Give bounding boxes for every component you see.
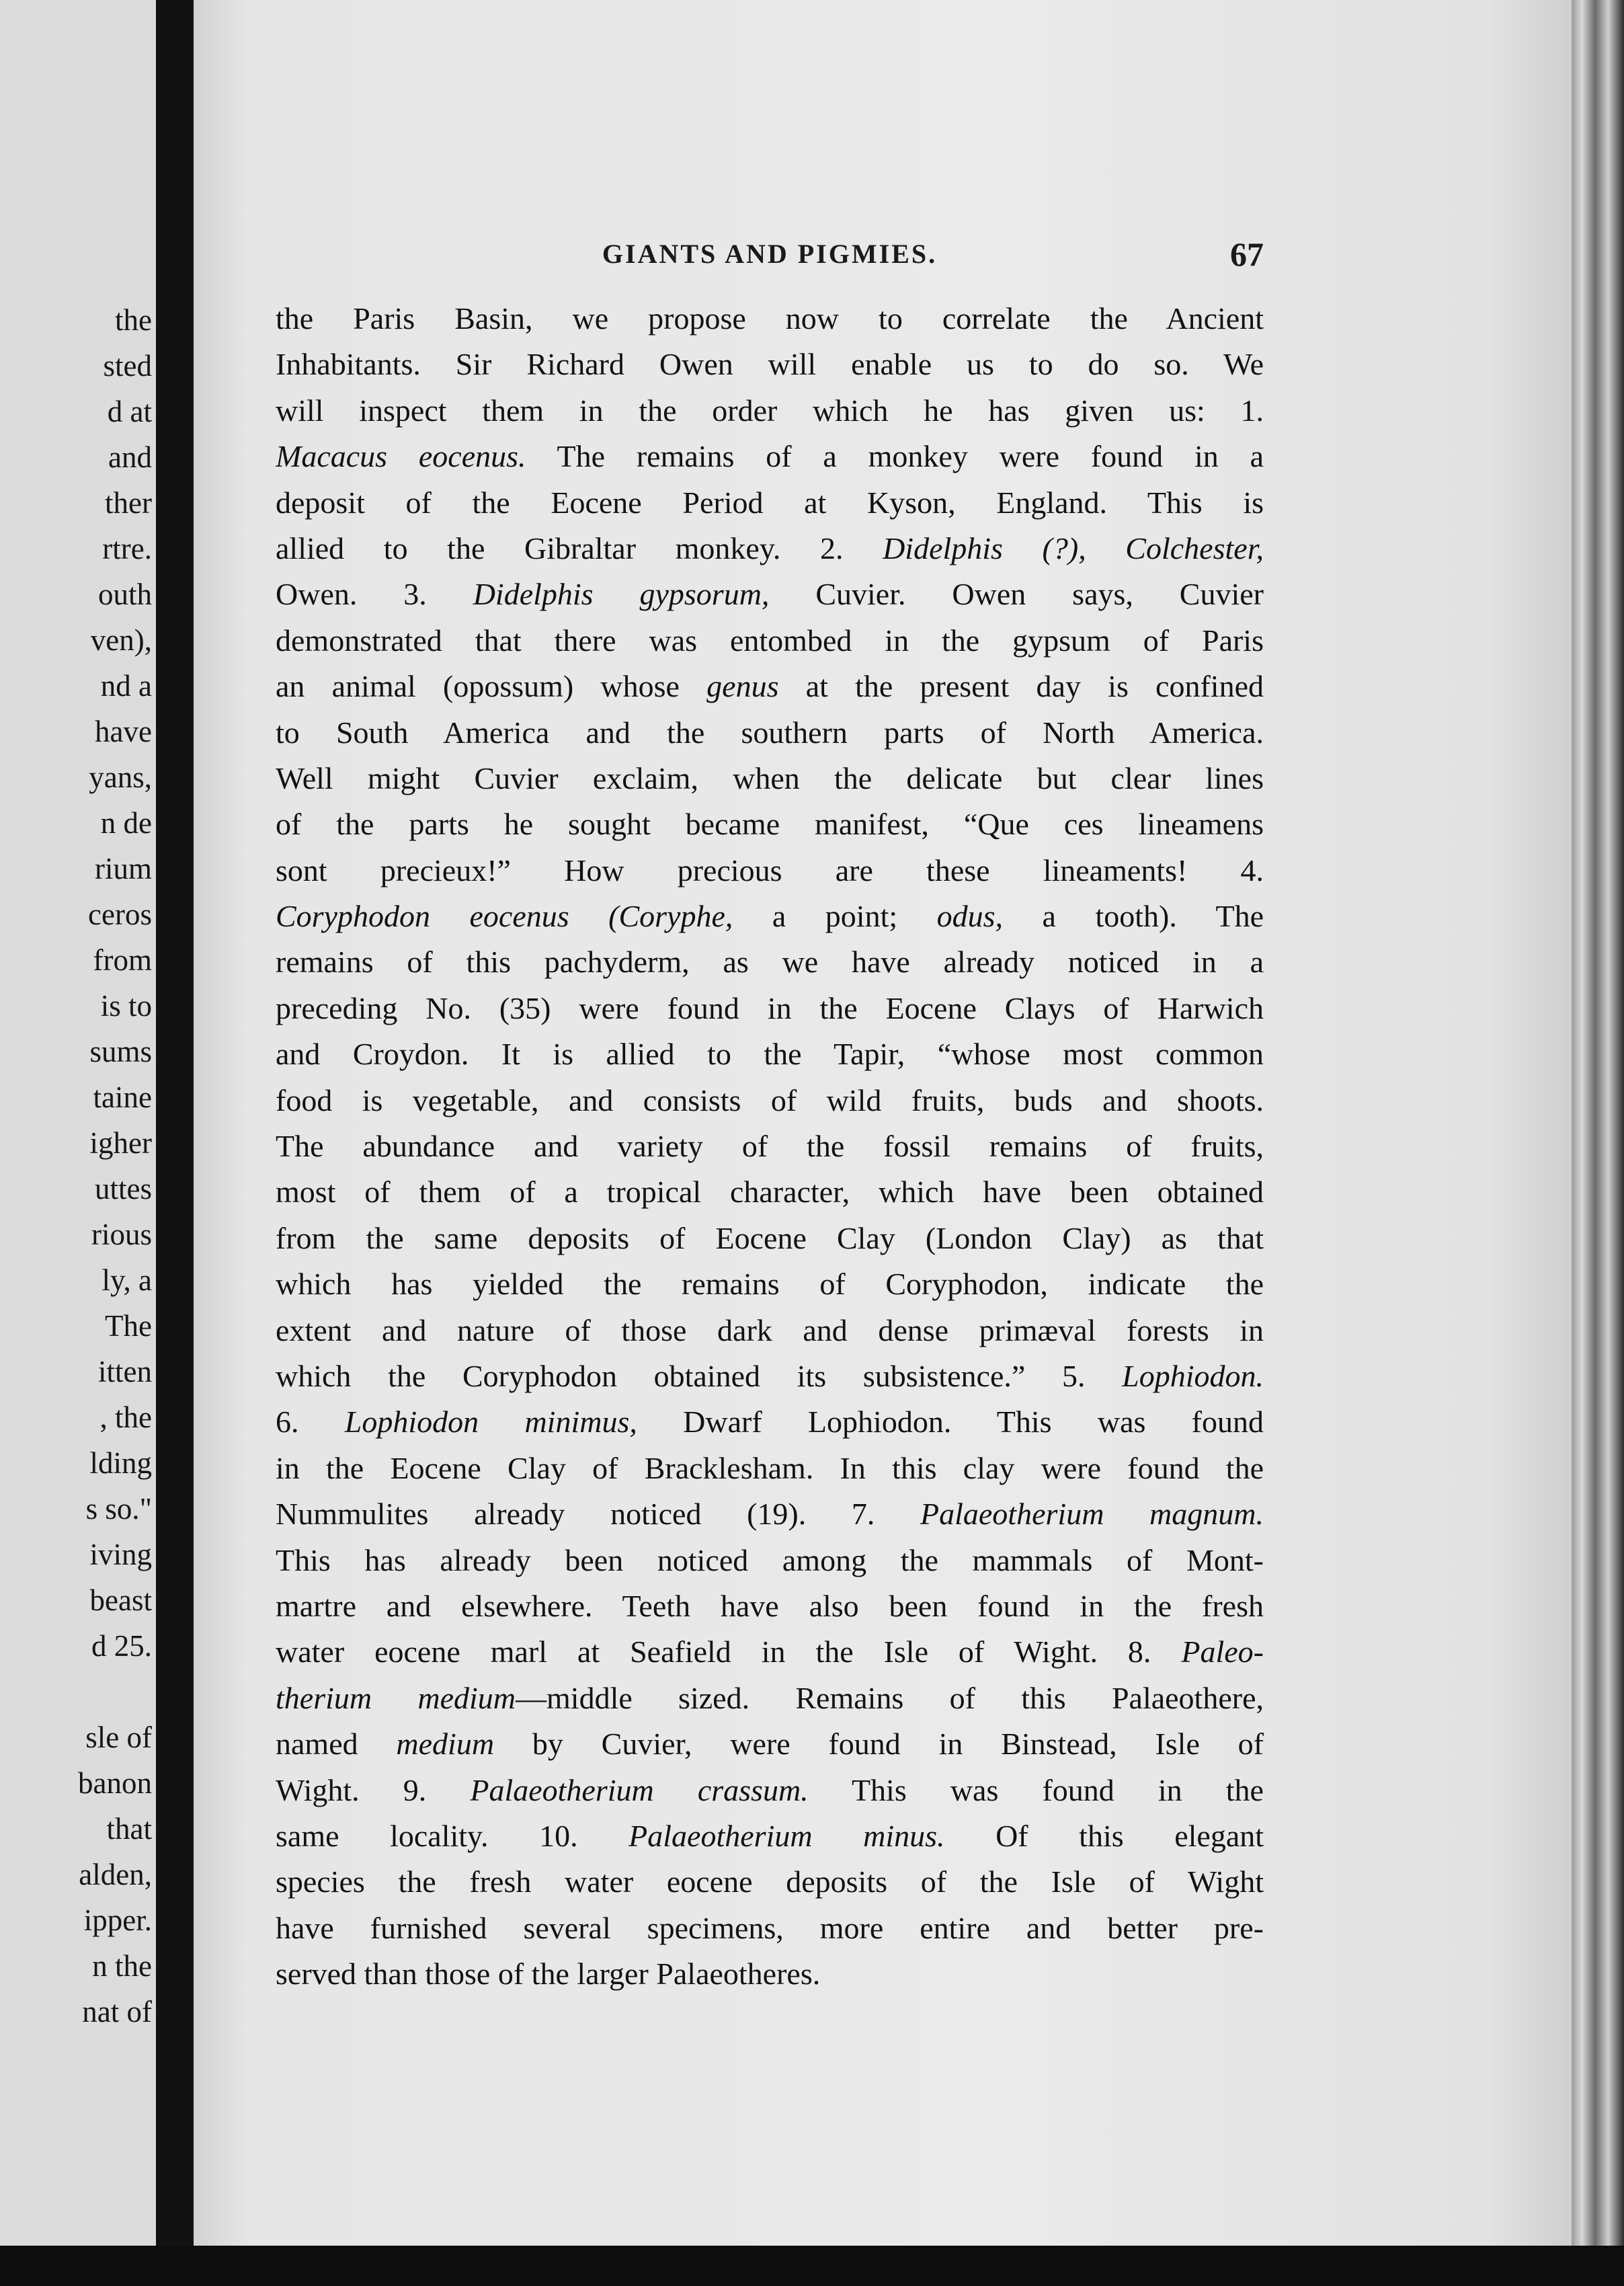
text-line: [276, 1768, 1264, 1813]
text-segment: will inspect them in the order which he has given us: 1.: [276, 393, 1264, 428]
facing-line-fragment: ther: [105, 486, 152, 520]
facing-line-fragment: sums: [89, 1035, 152, 1068]
facing-line-fragment: itten: [98, 1355, 152, 1388]
facing-line-fragment: and: [108, 440, 152, 474]
text-line: [276, 1124, 1264, 1169]
text-segment: an animal (opossum) whose: [276, 669, 707, 704]
facing-line-fragment: The: [105, 1309, 152, 1343]
text-segment: Nummulites already noticed (19). 7.: [276, 1497, 921, 1532]
text-segment: allied to the Gibraltar monkey. 2.: [276, 530, 883, 565]
text-segment: The remains of a monkey were found in a: [526, 439, 1264, 474]
text-line: [276, 1538, 1264, 1583]
text-segment: martre and elsewhere. Teeth have also been found in the fresh: [276, 1588, 1264, 1623]
text-segment: Owen. 3.: [276, 577, 473, 612]
text-segment: by Cuvier, were found in Binstead, Isle of: [494, 1727, 1264, 1762]
text-segment: Inhabitants. Sir Richard Owen will enable us to do so. We: [276, 347, 1264, 382]
text-line: [276, 1353, 1264, 1399]
text-line: [276, 434, 1264, 479]
facing-page-left: [0, 0, 160, 2246]
italic-segment: Didelphis (?), Colchester,: [883, 530, 1264, 565]
italic-segment: medium: [396, 1727, 495, 1762]
text-line: [276, 572, 1264, 617]
text-segment: This has already been noticed among the mammals of Mont-: [276, 1542, 1264, 1577]
facing-line-fragment: [0, 1669, 152, 1714]
text-line: [276, 756, 1264, 801]
text-line: [276, 1859, 1264, 1905]
facing-line-fragment: ly, a: [102, 1263, 152, 1297]
text-line: [276, 1216, 1264, 1261]
text-line: [276, 939, 1264, 985]
text-segment: the Paris Basin, we propose now to correlate the Ancient: [276, 301, 1264, 336]
text-segment: Wight. 9.: [276, 1772, 471, 1807]
facing-line-fragment: s so.": [85, 1492, 152, 1526]
text-line: [276, 1031, 1264, 1077]
italic-segment: Paleo-: [1181, 1634, 1264, 1669]
text-line: [276, 388, 1264, 434]
text-line: [276, 1399, 1264, 1445]
text-segment: have furnished several specimens, more entire and better pre-: [276, 1910, 1264, 1945]
text-segment: species the fresh water eocene deposits of the Isle of Wight: [276, 1864, 1264, 1899]
text-segment: deposit of the Eocene Period at Kyson, England. This is: [276, 485, 1264, 520]
facing-line-fragment: rium: [95, 852, 152, 885]
text-segment: and Croydon. It is allied to the Tapir, “whose most common: [276, 1037, 1264, 1072]
text-segment: which has yielded the remains of Coryphodon, indicate the: [276, 1267, 1264, 1302]
text-line: [276, 1078, 1264, 1124]
facing-line-fragment: the: [115, 303, 152, 337]
facing-line-fragment: nd a: [100, 669, 152, 703]
text-segment: a point;: [733, 899, 937, 934]
text-line: [276, 1629, 1264, 1675]
text-line: [276, 1813, 1264, 1859]
text-segment: Of this elegant: [944, 1818, 1264, 1853]
text-segment: to South America and the southern parts of North America.: [276, 715, 1264, 750]
text-segment: sont precieux!” How precious are these lineaments! 4.: [276, 853, 1264, 888]
facing-line-fragment: uttes: [95, 1172, 152, 1206]
facing-line-fragment: rious: [91, 1218, 152, 1251]
text-segment: Cuvier. Owen says, Cuvier: [769, 577, 1264, 612]
facing-line-fragment: beast: [89, 1583, 152, 1617]
facing-line-fragment: igher: [89, 1126, 152, 1160]
text-segment: from the same deposits of Eocene Clay (London Clay) as that: [276, 1220, 1264, 1255]
facing-line-fragment: n de: [100, 806, 152, 840]
text-segment: The abundance and variety of the fossil remains of fruits,: [276, 1129, 1264, 1164]
italic-segment: Palaeotherium minus.: [628, 1818, 945, 1853]
text-line: [276, 894, 1264, 939]
book-gutter: [156, 0, 194, 2286]
facing-line-fragment: sted: [103, 349, 152, 383]
text-segment: remains of this pachyderm, as we have already noticed in a: [276, 945, 1264, 980]
text-line: [276, 296, 1264, 342]
facing-line-fragment: d at: [107, 395, 152, 428]
italic-segment: genus: [706, 669, 779, 704]
facing-line-fragment: taine: [93, 1080, 152, 1114]
text-line: [276, 801, 1264, 847]
text-line: [276, 1261, 1264, 1307]
facing-line-fragment: ceros: [88, 898, 152, 931]
text-segment: demonstrated that there was entombed in the gypsum of Paris: [276, 623, 1264, 658]
text-line: [276, 1446, 1264, 1491]
text-segment: Well might Cuvier exclaim, when the delicate but clear lines: [276, 760, 1264, 795]
text-line: [276, 1308, 1264, 1353]
facing-line-fragment: outh: [97, 578, 152, 611]
facing-line-fragment: is to: [100, 989, 152, 1023]
facing-line-fragment: iving: [89, 1538, 152, 1571]
facing-line-fragment: rtre.: [102, 532, 152, 565]
italic-segment: therium medium: [276, 1680, 516, 1715]
facing-line-fragment: from: [93, 943, 152, 977]
italic-segment: odus,: [936, 899, 1004, 934]
facing-line-fragment: yans,: [89, 760, 152, 794]
facing-line-fragment: d 25.: [91, 1629, 152, 1663]
facing-line-fragment: n the: [92, 1949, 152, 1983]
text-segment: 6.: [276, 1405, 345, 1440]
text-segment: water eocene marl at Seafield in the Isle of Wight. 8.: [276, 1634, 1182, 1669]
text-segment: most of them of a tropical character, which have been obtained: [276, 1175, 1264, 1210]
italic-segment: Palaeotherium magnum.: [920, 1497, 1264, 1532]
text-line: [276, 342, 1264, 387]
facing-line-fragment: ipper.: [83, 1903, 152, 1937]
text-line: [276, 1169, 1264, 1215]
text-line: [276, 1951, 1264, 1997]
text-segment: extent and nature of those dark and dense primæval forests in: [276, 1312, 1264, 1347]
text-line: [276, 710, 1264, 756]
text-segment: This was found in the: [808, 1772, 1264, 1807]
italic-segment: Lophiodon minimus,: [344, 1405, 637, 1440]
text-segment: —middle sized. Remains of this Palaeothere,: [516, 1680, 1264, 1715]
facing-line-fragment: have: [95, 715, 152, 748]
text-line: [276, 1676, 1264, 1721]
page-body-text: [276, 296, 1264, 1997]
text-segment: served than those of the larger Palaeotheres.: [276, 1957, 821, 1992]
text-segment: of the parts he sought became manifest, “Que ces lineamens: [276, 807, 1264, 842]
text-line: [276, 664, 1264, 709]
facing-line-fragment: ven),: [90, 623, 152, 657]
text-segment: Dwarf Lophiodon. This was found: [637, 1405, 1264, 1440]
facing-line-fragment: sle of: [85, 1721, 152, 1754]
text-line: [276, 1721, 1264, 1767]
text-line: [276, 1583, 1264, 1629]
text-line: [276, 1905, 1264, 1951]
text-segment: which the Coryphodon obtained its subsistence.” 5.: [276, 1358, 1123, 1393]
facing-line-fragment: , the: [99, 1401, 152, 1434]
facing-line-fragment: nat of: [82, 1995, 152, 2028]
facing-page-text: [0, 297, 152, 2035]
text-segment: same locality. 10.: [276, 1818, 629, 1853]
text-line: [276, 526, 1264, 572]
page-edge-right: [1572, 0, 1624, 2286]
text-line: [276, 986, 1264, 1031]
running-head: GIANTS AND PIGMIES.: [602, 239, 938, 269]
text-line: [276, 1491, 1264, 1537]
italic-segment: Macacus eocenus.: [276, 439, 526, 474]
scan-border-bottom: [0, 2246, 1624, 2286]
italic-segment: Coryphodon eocenus (Coryphe,: [276, 899, 733, 934]
text-line: [276, 480, 1264, 526]
italic-segment: Didelphis gypsorum,: [473, 577, 770, 612]
text-segment: named: [276, 1727, 397, 1762]
facing-line-fragment: alden,: [79, 1858, 152, 1891]
facing-line-fragment: lding: [89, 1446, 152, 1480]
text-line: [276, 618, 1264, 664]
facing-line-fragment: banon: [78, 1766, 152, 1800]
italic-segment: Lophiodon.: [1122, 1358, 1264, 1393]
italic-segment: Palaeotherium crassum.: [470, 1772, 809, 1807]
text-segment: in the Eocene Clay of Bracklesham. In this clay were found the: [276, 1450, 1264, 1485]
page-number: 67: [1230, 235, 1264, 273]
text-segment: at the present day is confined: [778, 669, 1264, 704]
text-line: [276, 848, 1264, 894]
text-segment: preceding No. (35) were found in the Eocene Clays of Harwich: [276, 990, 1264, 1025]
facing-line-fragment: that: [106, 1812, 152, 1846]
text-segment: food is vegetable, and consists of wild fruits, buds and shoots.: [276, 1082, 1264, 1117]
text-segment: a tooth). The: [1003, 899, 1264, 934]
page-header: [276, 234, 1264, 274]
